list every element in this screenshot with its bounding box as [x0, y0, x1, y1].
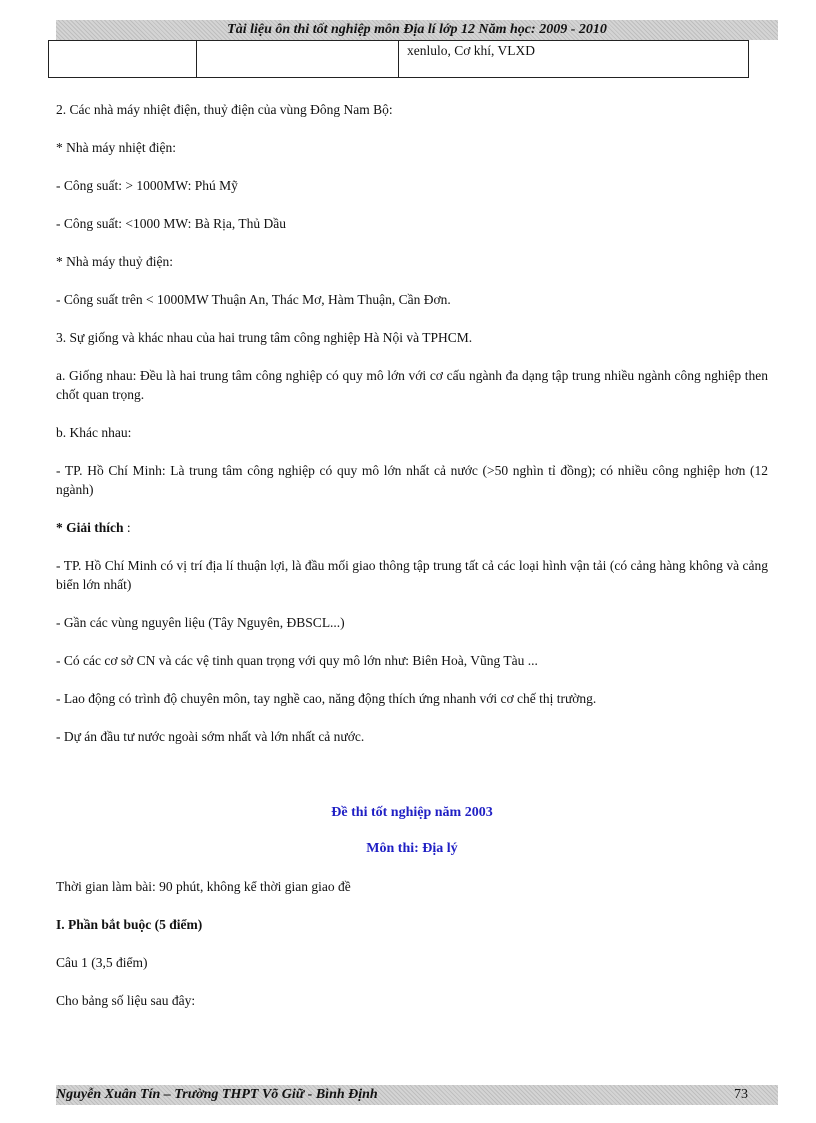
spacer: [56, 765, 768, 805]
paragraph: - Công suất: <1000 MW: Bà Rịa, Thủ Dầu: [56, 216, 286, 231]
paragraph: - Có các cơ sở CN và các vệ tinh quan trọng với quy mô lớn như: Biên Hoà, Vũng Tàu ...: [56, 653, 538, 668]
section-heading: I. Phần bắt buộc (5 điểm): [56, 917, 203, 932]
paragraph: - TP. Hồ Chí Minh: Là trung tâm công nghiệp có quy mô lớn nhất cả nước (>50 nghìn tỉ đồng); có nhiều công nghiệp hơn (12 ngành): [56, 463, 768, 497]
page-footer: [56, 1085, 778, 1105]
paragraph: - Công suất: > 1000MW: Phú Mỹ: [56, 178, 238, 193]
bold-heading: * Giải thích: [56, 520, 124, 535]
paragraph: * Nhà máy nhiệt điện:: [56, 140, 176, 155]
footer-author: Nguyễn Xuân Tín – Trường THPT Võ Giữ - Bình Định: [56, 1087, 378, 1102]
paragraph: - TP. Hồ Chí Minh có vị trí địa lí thuận lợi, là đầu mối giao thông tập trung tất cả các loại hình vận tải (có cảng hàng không và cảng biển lớn nhất): [56, 558, 768, 592]
paragraph: 2. Các nhà máy nhiệt điện, thuỷ điện của vùng Đông Nam Bộ:: [56, 102, 393, 117]
exam-time: Thời gian làm bài: 90 phút, không kể thời gian giao đề: [56, 879, 351, 894]
paragraph: - Dự án đầu tư nước ngoài sớm nhất và lớn nhất cả nước.: [56, 729, 365, 744]
paragraph: 3. Sự giống và khác nhau của hai trung tâm công nghiệp Hà Nội và TPHCM.: [56, 330, 473, 345]
paragraph: - Công suất trên < 1000MW Thuận An, Thác Mơ, Hàm Thuận, Cần Đơn.: [56, 292, 451, 307]
exam-subject: Môn thi: Địa lý: [366, 841, 458, 856]
heading-suffix: :: [123, 520, 131, 535]
paragraph: - Gần các vùng nguyên liệu (Tây Nguyên, ĐBSCL...): [56, 615, 345, 630]
table-cell: [49, 41, 197, 78]
paragraph: a. Giống nhau: Đều là hai trung tâm công nghiệp có quy mô lớn với cơ cấu ngành đa dạng tập trung nhiều ngành công nghiệp then chốt quan trọng.: [56, 368, 768, 402]
question-intro: Cho bảng số liệu sau đây:: [56, 993, 196, 1008]
table-cell: [197, 41, 399, 78]
table-row: [49, 41, 749, 78]
question-title: Câu 1 (3,5 điểm): [56, 955, 148, 970]
table-cell: xenlulo, Cơ khí, VLXD: [399, 41, 749, 78]
table-continuation: [48, 40, 749, 78]
page-header: [56, 20, 778, 40]
exam-title: Đề thi tốt nghiệp năm 2003: [331, 805, 493, 820]
header-title: Tài liệu ôn thi tốt nghiệp môn Địa lí lớp 12 Năm học: 2009 - 2010: [227, 22, 607, 37]
paragraph: - Lao động có trình độ chuyên môn, tay nghề cao, năng động thích ứng nhanh với cơ chế thị trường.: [56, 691, 597, 706]
paragraph: * Nhà máy thuỷ điện:: [56, 254, 173, 269]
page-number: 73: [734, 1087, 748, 1102]
paragraph: b. Khác nhau:: [56, 425, 132, 440]
paragraph: [56, 518, 768, 537]
page-body: [56, 100, 768, 1029]
